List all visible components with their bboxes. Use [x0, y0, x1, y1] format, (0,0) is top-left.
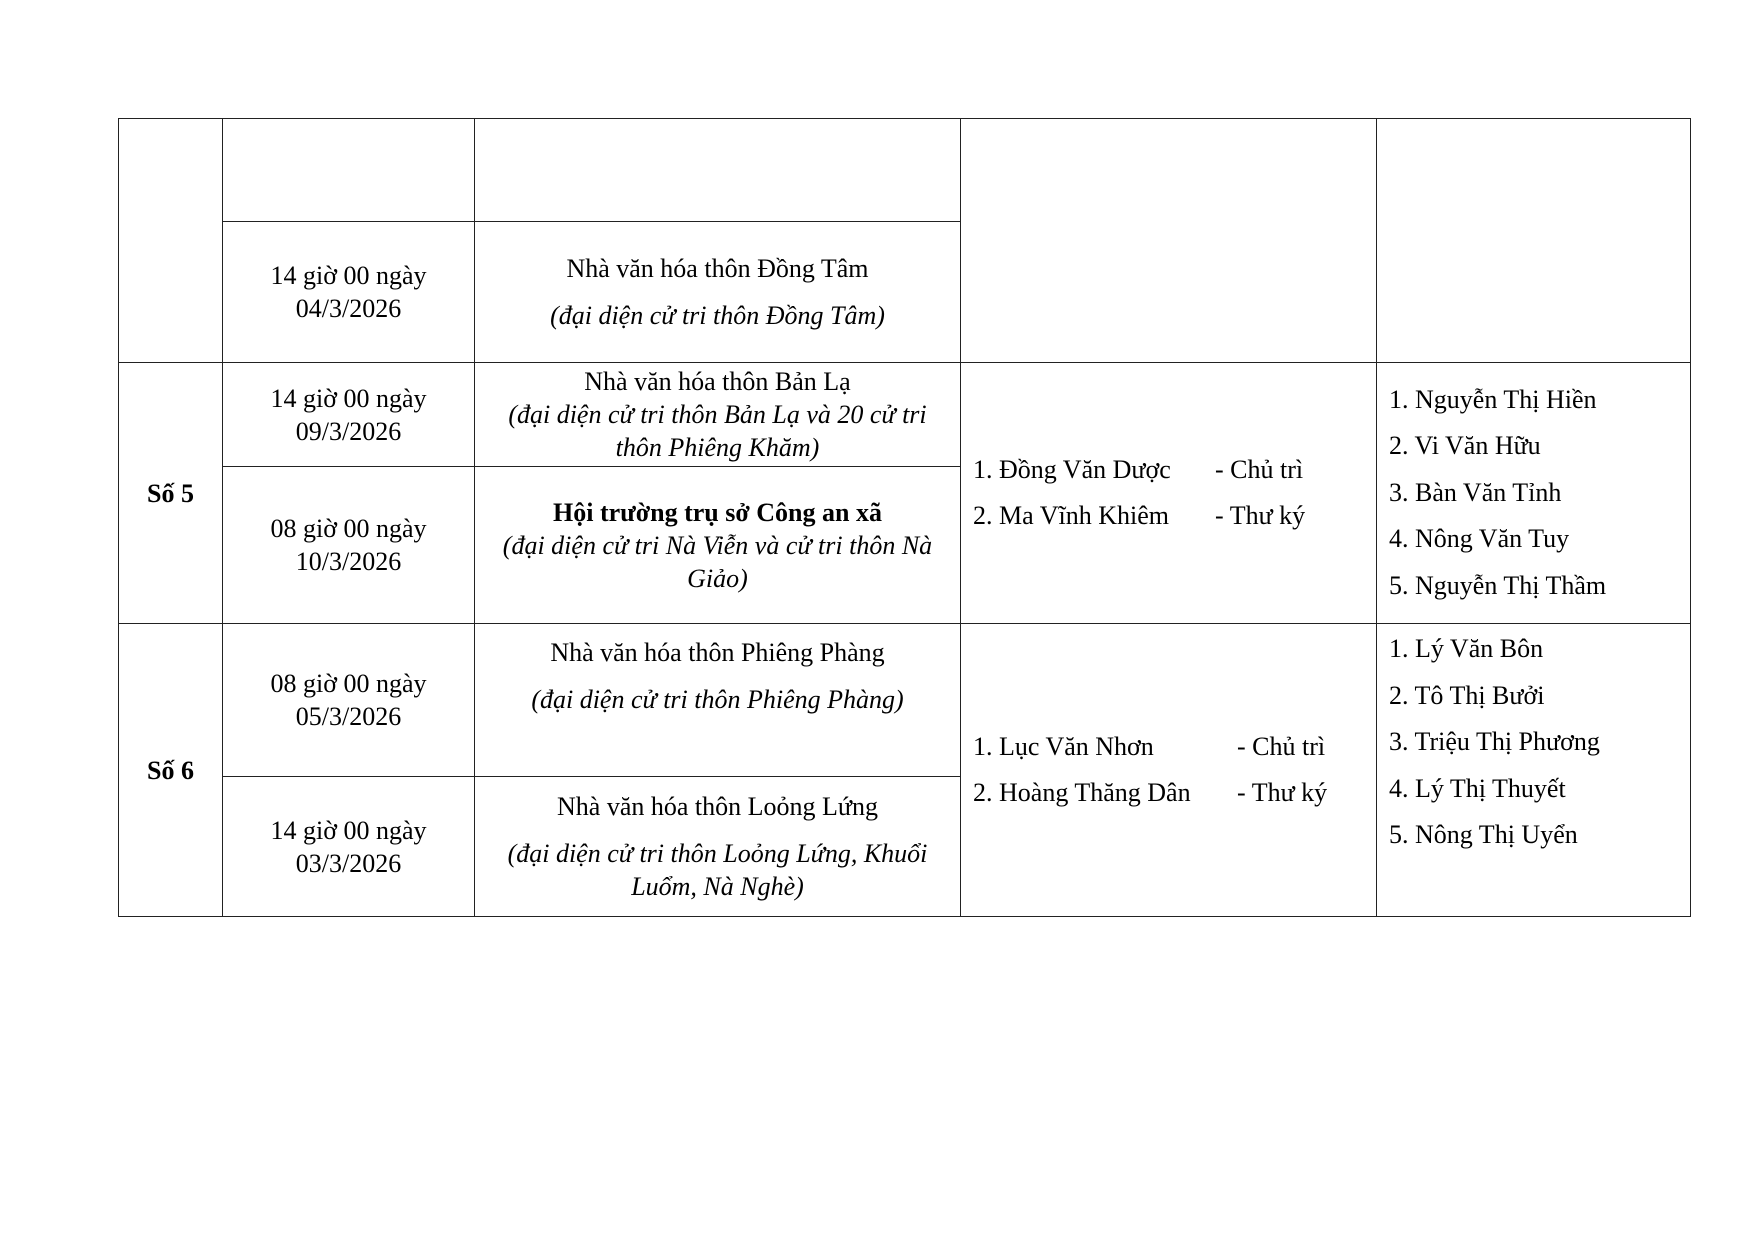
time-cell — [223, 467, 475, 624]
place-note: (đại diện cử tri thôn Đồng Tâm) — [550, 301, 885, 330]
member-item: 3. Triệu Thị Phương — [1389, 727, 1600, 756]
member-item: 3. Bàn Văn Tỉnh — [1389, 477, 1562, 507]
place-name: Nhà văn hóa thôn Đồng Tâm — [566, 254, 869, 283]
session-time: 14 giờ 00 ngày 09/3/2026 — [270, 383, 427, 446]
place-cell — [475, 624, 961, 777]
member-item: 4. Lý Thị Thuyết — [1389, 773, 1566, 803]
members-cell — [1377, 363, 1691, 624]
time-cell — [223, 624, 475, 777]
place-cell — [475, 363, 961, 467]
place-note: (đại diện cử tri thôn Phiêng Phàng) — [531, 685, 904, 714]
member-item: 4. Nông Văn Tuy — [1389, 524, 1570, 554]
leader-name: 2. Ma Vĩnh Khiêm — [973, 501, 1169, 530]
member-item: 2. Vi Văn Hữu — [1389, 431, 1541, 461]
place-note: (đại diện cử tri thôn Loỏng Lứng, Khuổi Luổm, Nà Nghè) — [507, 839, 928, 901]
leader-role: - Chủ trì — [1215, 454, 1304, 484]
leader-line — [973, 447, 1376, 494]
member-item: 1. Lý Văn Bôn — [1389, 634, 1544, 663]
members-cell — [1377, 119, 1691, 363]
schedule-table — [118, 118, 1691, 917]
place-name: Hội trường trụ sở Công an xã — [553, 497, 882, 527]
place-name: Nhà văn hóa thôn Loỏng Lứng — [557, 792, 878, 821]
leader-line — [973, 493, 1376, 540]
table-row — [119, 119, 1691, 222]
leader-role: - Thư ký — [1237, 778, 1328, 807]
session-time: 08 giờ 00 ngày 05/3/2026 — [270, 669, 427, 731]
leader-line — [973, 770, 1376, 817]
leader-line — [973, 724, 1376, 771]
place-name: Nhà văn hóa thôn Phiêng Phàng — [550, 638, 885, 667]
table-row — [119, 363, 1691, 467]
leader-name: 2. Hoàng Thăng Dân — [973, 778, 1191, 807]
members-cell — [1377, 624, 1691, 917]
place-cell — [475, 467, 961, 624]
leader-role: - Thư ký — [1215, 501, 1306, 530]
session-time: 14 giờ 00 ngày 04/3/2026 — [270, 261, 427, 323]
leaders-cell — [961, 624, 1377, 917]
leader-name: 1. Đồng Văn Dược — [973, 454, 1171, 484]
time-cell — [223, 777, 475, 917]
time-cell — [223, 222, 475, 363]
leader-name: 1. Lục Văn Nhơn — [973, 731, 1154, 761]
leaders-cell — [961, 363, 1377, 624]
place-name: Nhà văn hóa thôn Bản Lạ — [584, 367, 851, 396]
time-cell — [223, 119, 475, 222]
member-item: 2. Tô Thị Bưởi — [1389, 680, 1545, 710]
place-cell — [475, 222, 961, 363]
leader-role: - Chủ trì — [1237, 731, 1326, 761]
place-cell — [475, 777, 961, 917]
place-note: (đại diện cử tri Nà Viễn và cử tri thôn Nà Giảo) — [502, 530, 933, 593]
member-item: 1. Nguyễn Thị Hiền — [1389, 384, 1597, 414]
member-item: 5. Nguyễn Thị Thầm — [1389, 570, 1607, 600]
place-cell — [475, 119, 961, 222]
session-time: 08 giờ 00 ngày 10/3/2026 — [270, 514, 427, 576]
group-label: Số 6 — [119, 624, 223, 917]
place-note: (đại diện cử tri thôn Bản Lạ và 20 cử tri thôn Phiêng Khăm) — [508, 400, 927, 462]
leaders-cell — [961, 119, 1377, 363]
member-item: 5. Nông Thị Uyển — [1389, 820, 1578, 849]
group-cell — [119, 119, 223, 363]
time-cell — [223, 363, 475, 467]
session-time: 14 giờ 00 ngày 03/3/2026 — [270, 815, 427, 878]
group-label: Số 5 — [119, 363, 223, 624]
table-row — [119, 624, 1691, 777]
